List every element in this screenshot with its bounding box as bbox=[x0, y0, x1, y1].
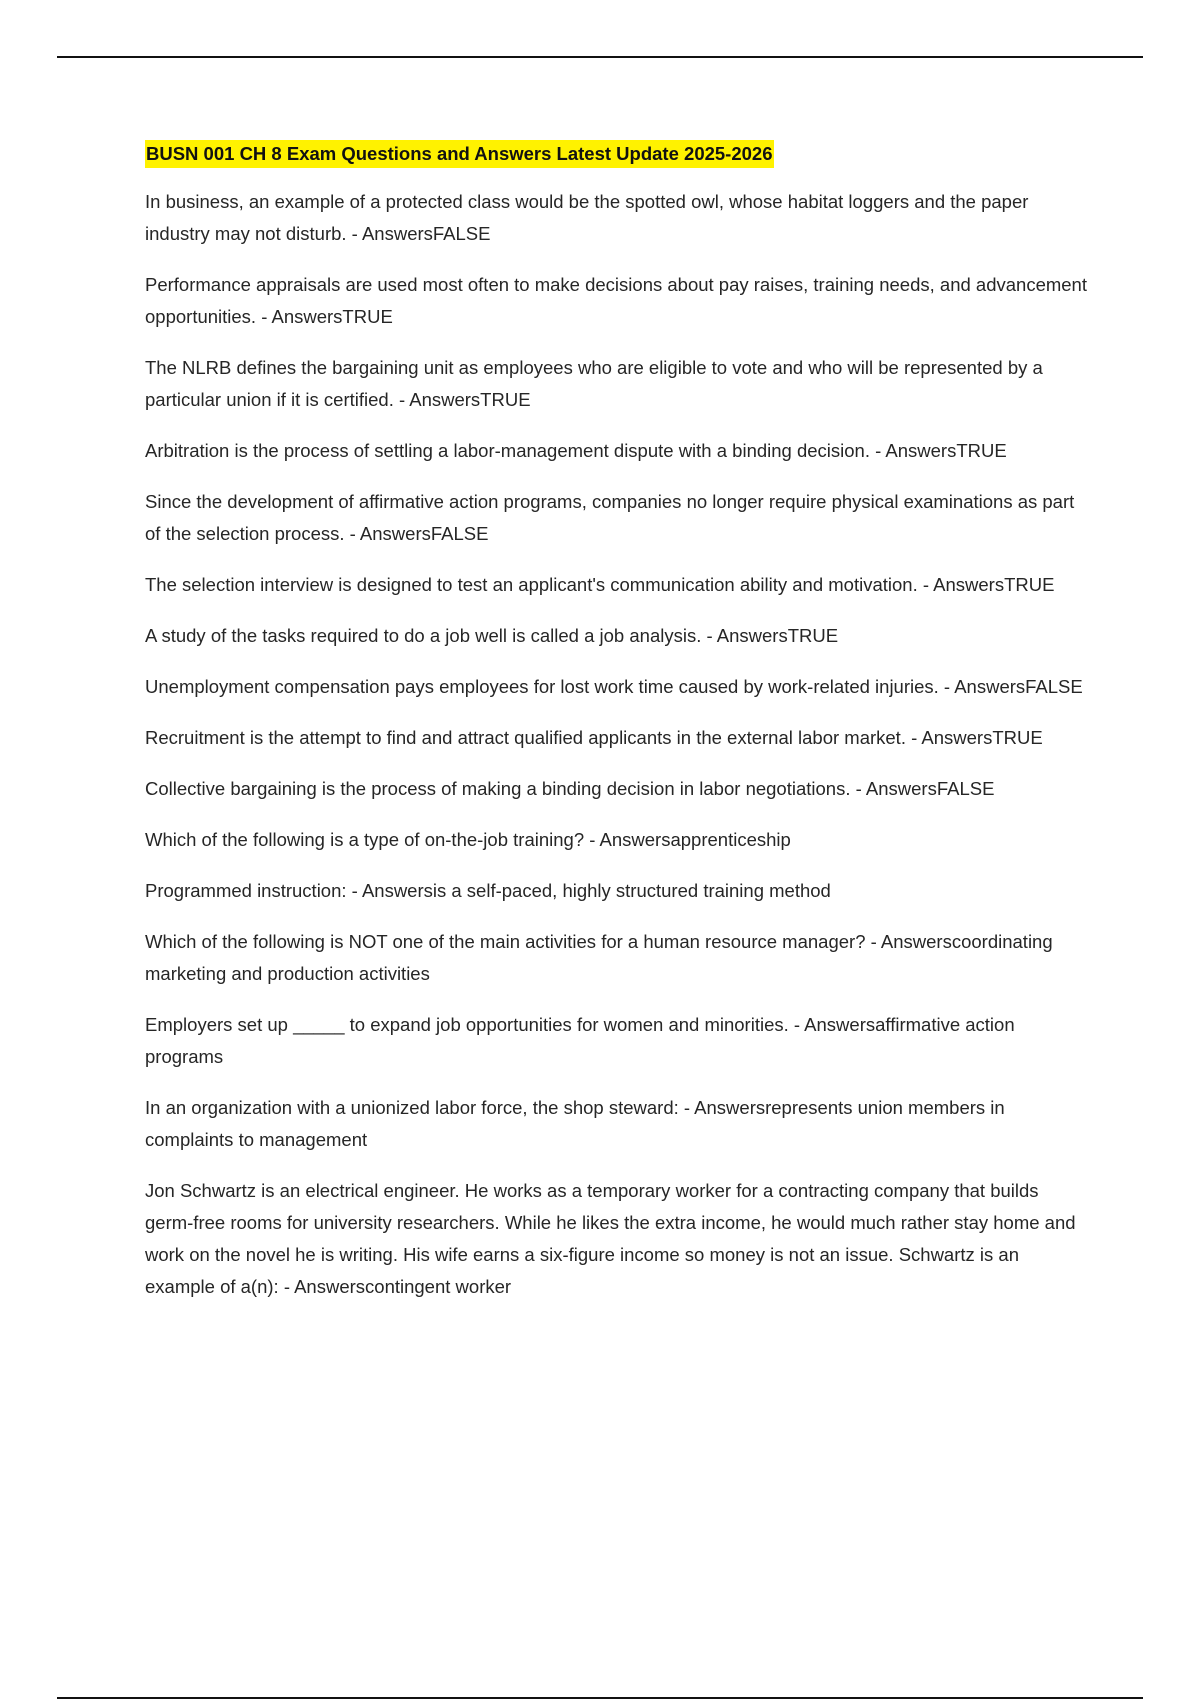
qa-item: In an organization with a unionized labor force, the shop steward: - Answersrepresents union members in complaints to management bbox=[145, 1097, 1005, 1150]
document-title: BUSN 001 CH 8 Exam Questions and Answers Latest Update 2025-2026 bbox=[145, 140, 774, 168]
qa-item: Jon Schwartz is an electrical engineer. He works as a temporary worker for a contracting company that builds germ-free rooms for university researchers. While he likes the extra income, he would much rather stay home and work on the novel he is writing. His wife earns a six-figure income so money is not an issue. Schwartz is an example of a(n): - Answerscontingent worker bbox=[145, 1180, 1076, 1297]
qa-item: Employers set up _____ to expand job opportunities for women and minorities. - Answersaffirmative action programs bbox=[145, 1014, 1015, 1067]
qa-item: Since the development of affirmative action programs, companies no longer require physical examinations as part of the selection process. - AnswersFALSE bbox=[145, 491, 1075, 544]
qa-item: Programmed instruction: - Answersis a self-paced, highly structured training method bbox=[145, 880, 831, 901]
qa-item: Which of the following is NOT one of the main activities for a human resource manager? - Answerscoordinating marketing and production activities bbox=[145, 931, 1053, 984]
qa-item: Which of the following is a type of on-the-job training? - Answersapprenticeship bbox=[145, 829, 791, 850]
qa-item: In business, an example of a protected class would be the spotted owl, whose habitat loggers and the paper industry may not disturb. - AnswersFALSE bbox=[145, 191, 1029, 244]
qa-item: Performance appraisals are used most often to make decisions about pay raises, training needs, and advancement opportunities. - AnswersTRUE bbox=[145, 274, 1087, 327]
qa-item: Unemployment compensation pays employees for lost work time caused by work-related injuries. - AnswersFALSE bbox=[145, 676, 1083, 697]
qa-item: A study of the tasks required to do a job well is called a job analysis. - AnswersTRUE bbox=[145, 625, 839, 646]
qa-item: The selection interview is designed to test an applicant's communication ability and motivation. - AnswersTRUE bbox=[145, 574, 1055, 595]
header-rule bbox=[57, 56, 1143, 58]
qa-item: Arbitration is the process of settling a labor-management dispute with a binding decision. - AnswersTRUE bbox=[145, 440, 1007, 461]
qa-item: Collective bargaining is the process of making a binding decision in labor negotiations. - AnswersFALSE bbox=[145, 778, 995, 799]
footer-rule bbox=[57, 1697, 1143, 1699]
qa-item: The NLRB defines the bargaining unit as employees who are eligible to vote and who will be represented by a particular union if it is certified. - AnswersTRUE bbox=[145, 357, 1043, 410]
document-body bbox=[145, 140, 1090, 1322]
qa-item: Recruitment is the attempt to find and attract qualified applicants in the external labor market. - AnswersTRUE bbox=[145, 727, 1043, 748]
